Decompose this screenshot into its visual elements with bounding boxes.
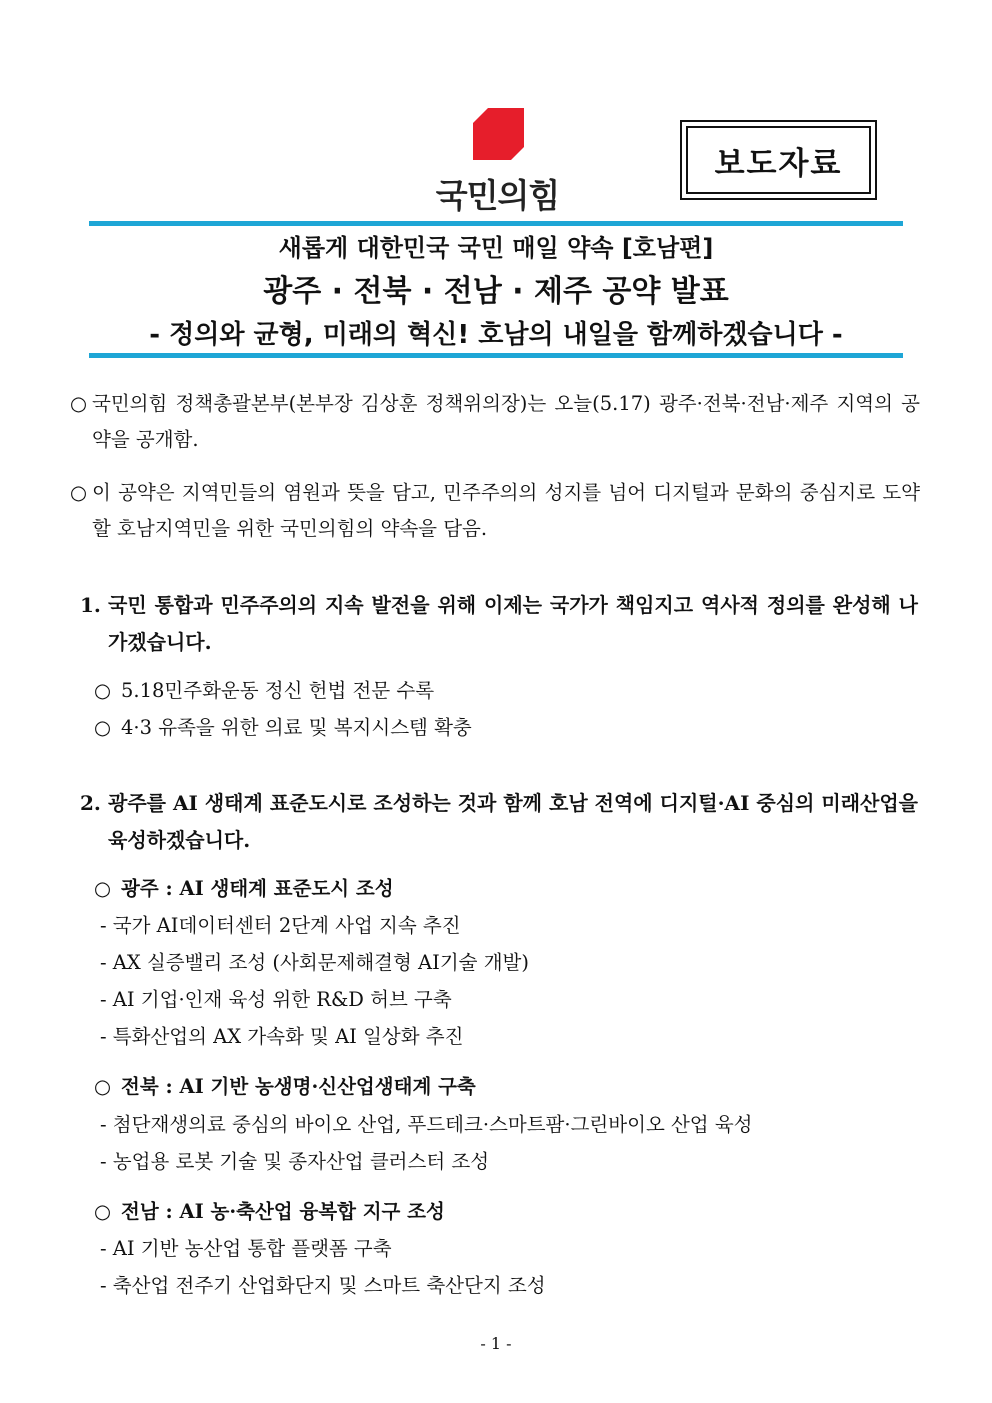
list-item-text: 5.18민주화운동 정신 헌법 전문 수록 (121, 679, 435, 702)
list-item-text: 4·3 유족을 위한 의료 및 복지시스템 확충 (121, 716, 472, 739)
bullet-circle: ○ (94, 877, 112, 900)
bullet-circle: ○ (70, 392, 88, 415)
title-rule-top (89, 221, 903, 226)
page-number: - 1 - (480, 1334, 512, 1353)
subsection-title (94, 1069, 476, 1105)
list-item: - 농업용 로봇 기술 및 종자산업 클러스터 조성 (100, 1150, 490, 1173)
subsection-title (94, 871, 394, 907)
title-line-2: 광주 · 전북 · 전남 · 제주 공약 발표 (263, 274, 729, 309)
party-logo-text: 국민의힘 (435, 176, 560, 215)
list-item (94, 710, 472, 746)
list-item: - 첨단재생의료 중심의 바이오 산업, 푸드테크·스마트팜·그린바이오 산업 육성 (100, 1113, 753, 1136)
list-item (94, 673, 434, 709)
title-line-1: 새롭게 대한민국 국민 매일 약속 [호남편] (278, 234, 714, 262)
list-item: - 특화산업의 AX 가속화 및 AI 일상화 추진 (100, 1025, 464, 1048)
section-heading (80, 785, 918, 859)
subsection-title-text: 광주 : AI 생태계 표준도시 조성 (121, 877, 394, 900)
title-rule-bottom (89, 353, 903, 358)
bullet-circle: ○ (94, 679, 112, 702)
section-heading-text: 광주를 AI 생태계 표준도시로 조성하는 것과 함께 호남 전역에 디지털·AI 중심의 미래산업을 육성하겠습니다. (108, 791, 918, 852)
subsection-title-text: 전남 : AI 농·축산업 융복합 지구 조성 (121, 1200, 445, 1223)
party-logo-icon (473, 108, 524, 160)
list-item: - AX 실증밸리 조성 (사회문제해결형 AI기술 개발) (100, 951, 529, 974)
press-release-label: 보도자료 (686, 126, 871, 194)
intro-paragraph (70, 386, 920, 458)
bullet-circle: ○ (70, 481, 88, 504)
bullet-circle: ○ (94, 1200, 112, 1223)
section-number: 2. (80, 791, 101, 815)
bullet-circle: ○ (94, 1075, 112, 1098)
intro-paragraph (70, 475, 920, 547)
list-item: - 국가 AI데이터센터 2단계 사업 지속 추진 (100, 914, 461, 937)
intro-text: 국민의힘 정책총괄본부(본부장 김상훈 정책위의장)는 오늘(5.17) 광주·전북·전남·제주 지역의 공약을 공개함. (92, 392, 920, 451)
section-heading-text: 국민 통합과 민주주의의 지속 발전을 위해 이제는 국가가 책임지고 역사적 정의를 완성해 나가겠습니다. (108, 593, 918, 654)
subsection-title-text: 전북 : AI 기반 농생명·신산업생태계 구축 (121, 1075, 476, 1098)
section-number: 1. (80, 593, 101, 617)
bullet-circle: ○ (94, 716, 112, 739)
intro-text: 이 공약은 지역민들의 염원과 뜻을 담고, 민주주의의 성지를 넘어 디지털과 문화의 중심지로 도약할 호남지역민을 위한 국민의힘의 약속을 담음. (92, 481, 920, 540)
list-item: - AI 기업·인재 육성 위한 R&D 허브 구축 (100, 988, 452, 1011)
title-line-3: - 정의와 균형, 미래의 혁신! 호남의 내일을 함께하겠습니다 - (149, 320, 843, 350)
press-release-box (680, 120, 877, 200)
subsection-title (94, 1194, 445, 1230)
section-heading (80, 587, 918, 661)
list-item: - AI 기반 농산업 통합 플랫폼 구축 (100, 1237, 392, 1260)
list-item: - 축산업 전주기 산업화단지 및 스마트 축산단지 조성 (100, 1274, 546, 1297)
